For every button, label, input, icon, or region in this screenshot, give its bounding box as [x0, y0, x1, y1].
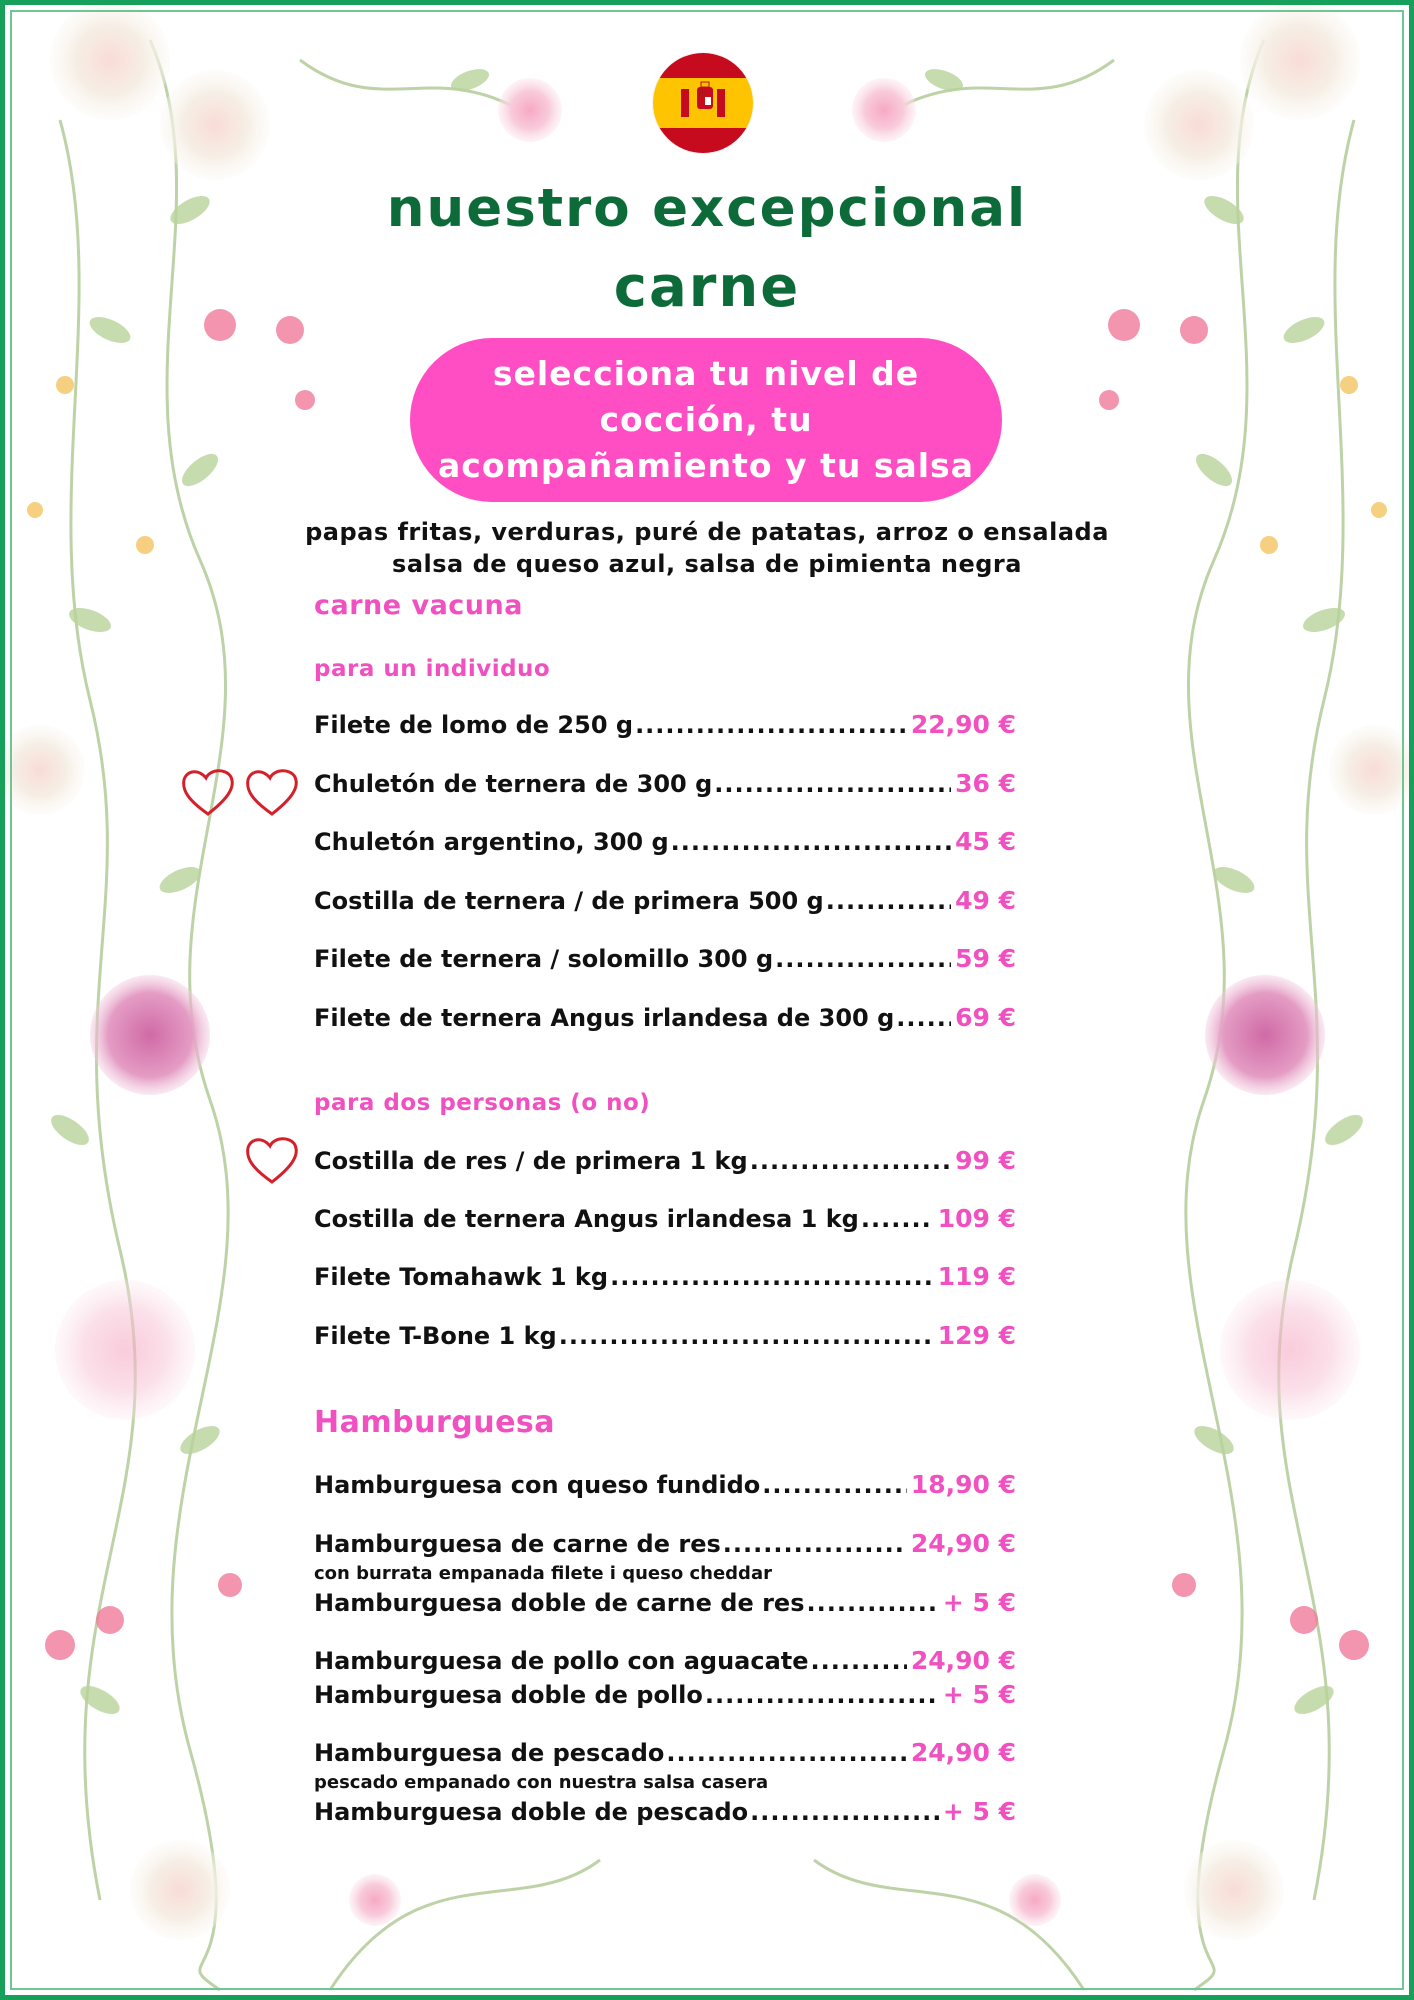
item-name: Hamburguesa doble de pollo [314, 1681, 703, 1709]
menu-item [314, 710, 1016, 742]
item-price: 36 € [955, 769, 1016, 798]
leader-dots [635, 711, 907, 739]
item-note: con burrata empanada filete i queso cheddar [314, 1563, 772, 1584]
menu-item [314, 1680, 1016, 1712]
item-name: Chuletón argentino, 300 g [314, 828, 669, 856]
item-name: Filete de ternera Angus irlandesa de 300 g [314, 1004, 895, 1032]
cooking-selection-banner [410, 338, 1002, 502]
leader-dots [762, 1471, 907, 1499]
item-name: Hamburguesa de carne de res [314, 1530, 721, 1558]
item-name: Costilla de ternera Angus irlandesa 1 kg [314, 1205, 859, 1233]
leader-dots [705, 1681, 939, 1709]
heart-icon [180, 766, 236, 818]
item-name: Hamburguesa doble de pescado [314, 1798, 749, 1826]
item-name: Chuletón de ternera de 300 g [314, 770, 713, 798]
item-price: + 5 € [942, 1588, 1016, 1617]
sauces-line: salsa de queso azul, salsa de pimienta negra [392, 550, 1022, 578]
leader-dots [826, 887, 951, 915]
item-name: Hamburguesa doble de carne de res [314, 1589, 805, 1617]
item-price: 119 € [937, 1262, 1016, 1291]
leader-dots [671, 828, 951, 856]
menu-item [314, 1204, 1016, 1236]
section-beef: carne vacuna [314, 590, 523, 621]
item-price: 45 € [955, 827, 1016, 856]
item-name: Hamburguesa de pollo con aguacate [314, 1647, 809, 1675]
item-price: 18,90 € [910, 1470, 1016, 1499]
item-name: Costilla de res / de primera 1 kg [314, 1147, 748, 1175]
menu-item [314, 1588, 1016, 1620]
menu-item [314, 1262, 1016, 1294]
menu-item [314, 886, 1016, 918]
item-price: 109 € [937, 1204, 1016, 1233]
item-note: pescado empanado con nuestra salsa casera [314, 1772, 769, 1793]
section-single: para un individuo [314, 656, 551, 682]
item-name: Hamburguesa de pescado [314, 1739, 665, 1767]
leader-dots [610, 1263, 934, 1291]
item-price: 22,90 € [910, 710, 1016, 739]
title-line-1: nuestro excepcional [386, 178, 1028, 239]
leader-dots [750, 1147, 951, 1175]
menu-item [314, 827, 1016, 859]
leader-dots [861, 1205, 934, 1233]
leader-dots [750, 1798, 939, 1826]
leader-dots [666, 1739, 906, 1767]
menu-item [314, 769, 1016, 801]
menu-item [314, 1797, 1016, 1829]
item-price: + 5 € [942, 1797, 1016, 1826]
title-line-2: carne [613, 255, 801, 320]
leader-dots [775, 945, 951, 973]
section-double: para dos personas (o no) [314, 1090, 651, 1116]
menu-item [314, 1738, 1016, 1770]
item-price: 59 € [955, 944, 1016, 973]
menu-item [314, 1529, 1016, 1561]
spain-flag-icon [653, 53, 753, 153]
item-price: 24,90 € [910, 1738, 1016, 1767]
item-name: Filete Tomahawk 1 kg [314, 1263, 609, 1291]
banner-text: selecciona tu nivel de cocción, tu acompañamiento y tu salsa [438, 354, 974, 485]
item-price: 24,90 € [910, 1529, 1016, 1558]
leader-dots [714, 770, 951, 798]
item-name: Filete T-Bone 1 kg [314, 1322, 557, 1350]
item-name: Filete de ternera / solomillo 300 g [314, 945, 774, 973]
section-burger: Hamburguesa [314, 1405, 556, 1440]
item-price: + 5 € [942, 1680, 1016, 1709]
menu-item [314, 944, 1016, 976]
item-price: 24,90 € [910, 1646, 1016, 1675]
item-price: 129 € [937, 1321, 1016, 1350]
item-name: Filete de lomo de 250 g [314, 711, 634, 739]
leader-dots [896, 1004, 951, 1032]
leader-dots [559, 1322, 934, 1350]
leader-dots [806, 1589, 938, 1617]
menu-item [314, 1003, 1016, 1035]
leader-dots [811, 1647, 907, 1675]
item-price: 99 € [955, 1146, 1016, 1175]
menu-item [314, 1321, 1016, 1353]
heart-icon [244, 766, 300, 818]
leader-dots [723, 1530, 907, 1558]
menu-item [314, 1146, 1016, 1178]
item-name: Hamburguesa con queso fundido [314, 1471, 761, 1499]
item-name: Costilla de ternera / de primera 500 g [314, 887, 824, 915]
sides-line: papas fritas, verduras, puré de patatas, arroz o ensalada [305, 518, 1109, 546]
menu-item [314, 1470, 1016, 1502]
item-price: 69 € [955, 1003, 1016, 1032]
heart-icon [244, 1134, 300, 1186]
menu-item [314, 1646, 1016, 1678]
item-price: 49 € [955, 886, 1016, 915]
